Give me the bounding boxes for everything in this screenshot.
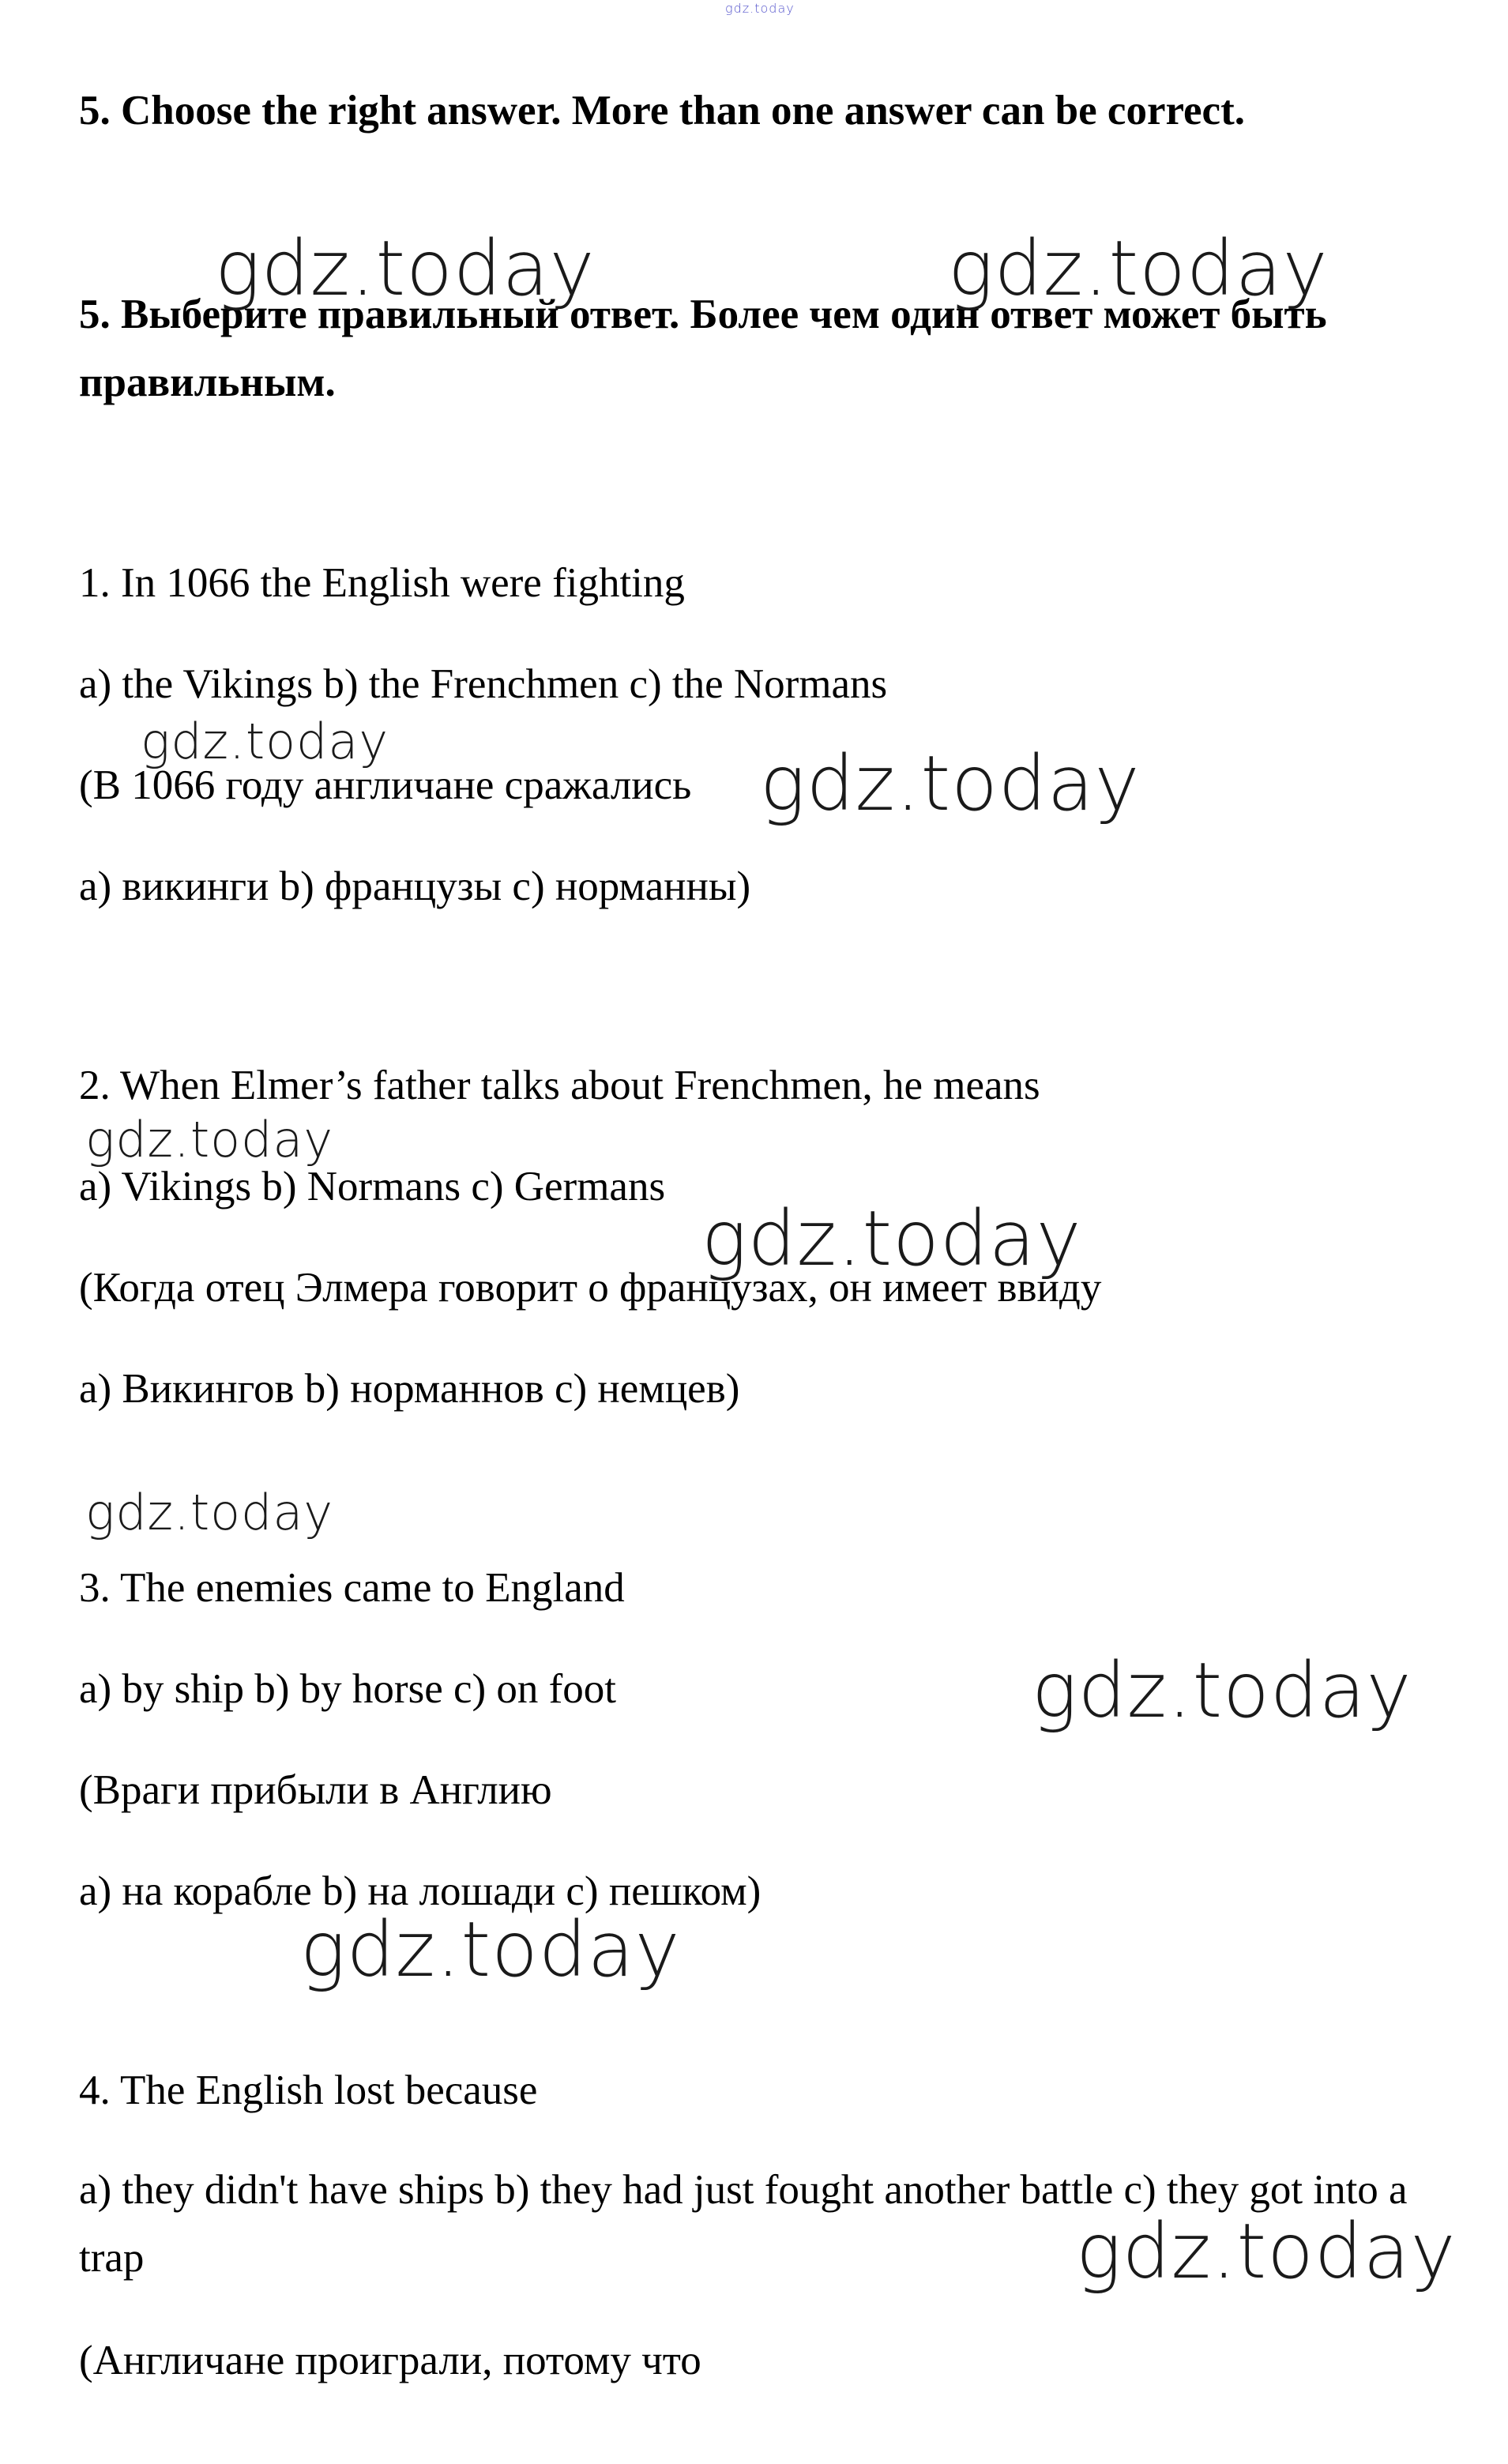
watermark: gdz.today xyxy=(85,1111,334,1168)
answers-2-ru: а) Викингов b) норманнов c) немцев) xyxy=(79,1366,740,1412)
question-4-en: 4. The English lost because xyxy=(79,2067,538,2113)
answers-4-en: a) they didn't have ships b) they had just fought another battle c) they got into a trap xyxy=(79,2167,1408,2281)
answers-3-ru: а) на корабле b) на лошади c) пешком) xyxy=(79,1868,762,1914)
question-3-en: 3. The enemies came to England xyxy=(79,1565,625,1611)
question-2-en: 2. When Elmer’s father talks about Frenchmen, he means xyxy=(79,1063,1040,1108)
answers-1-ru: а) викинги b) французы c) норманны) xyxy=(79,863,751,909)
answers-2-en: a) Vikings b) Normans c) Germans xyxy=(79,1164,666,1209)
watermark: gdz.today xyxy=(948,224,1329,313)
answers-3-en: a) by ship b) by horse c) on foot xyxy=(79,1666,617,1712)
watermark: gdz.today xyxy=(85,1484,334,1541)
task-title-ru: 5. Выберите правильный ответ. Более чем один ответ может быть правильным. xyxy=(79,292,1327,405)
watermark: gdz.today xyxy=(141,713,389,770)
watermark: gdz.today xyxy=(701,1194,1082,1283)
question-3-ru: (Враги прибыли в Англию xyxy=(79,1767,552,1813)
answers-1-en: a) the Vikings b) the Frenchmen c) the Normans xyxy=(79,661,888,707)
question-1-en: 1. In 1066 the English were fighting xyxy=(79,560,685,606)
task-title-en: 5. Choose the right answer. More than one answer can be correct. xyxy=(79,88,1245,134)
watermark: gdz.today xyxy=(1076,2207,1457,2296)
watermark: gdz.today xyxy=(215,224,596,313)
site-mark: gdz.today xyxy=(725,1,795,16)
watermark: gdz.today xyxy=(1032,1646,1412,1735)
watermark: gdz.today xyxy=(760,739,1141,828)
question-1-ru: (В 1066 году англичане сражались xyxy=(79,762,692,808)
question-2-ru: (Когда отец Элмера говорит о французах, он имеет ввиду xyxy=(79,1265,1102,1311)
question-4-ru: (Англичане проиграли, потому что xyxy=(79,2338,701,2383)
watermark: gdz.today xyxy=(300,1905,681,1994)
